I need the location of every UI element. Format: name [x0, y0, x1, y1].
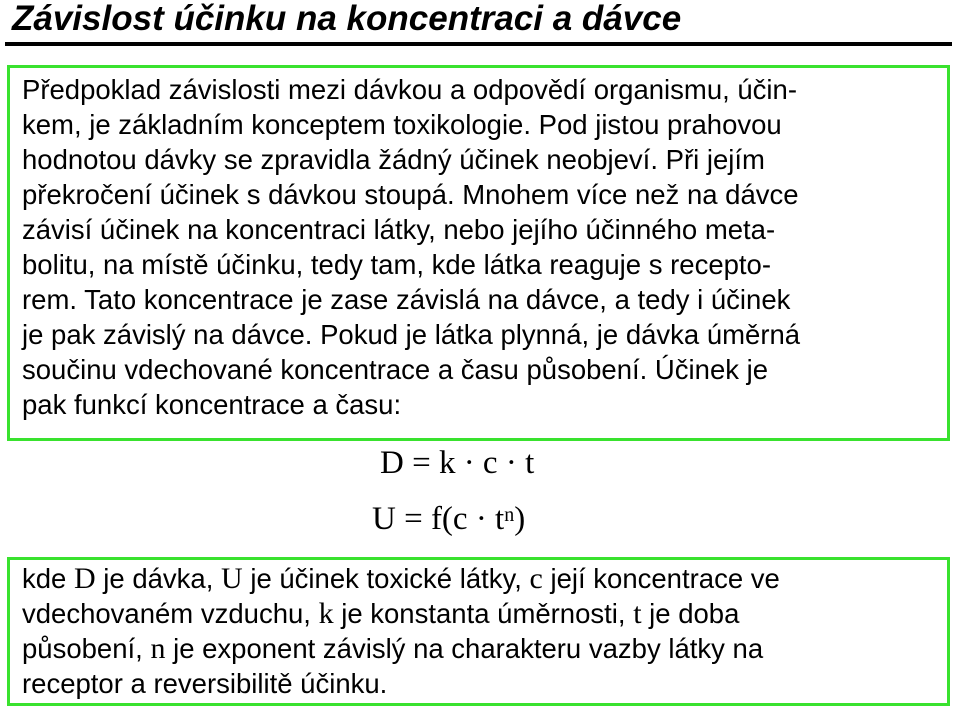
legend-text: je konstanta úměrnosti, — [333, 598, 634, 629]
intro-line-10: pak funkcí koncentrace a času: — [22, 389, 402, 420]
equation-effect — [372, 499, 525, 539]
legend-text: její koncentrace ve — [542, 563, 780, 594]
intro-line-3: hodnotou dávky se zpravidla žádný účinek neobjeví. Při jejím — [22, 144, 765, 175]
symbol-c: c — [529, 562, 543, 595]
symbol-k: k — [318, 597, 334, 630]
legend-text: vdechovaném vzduchu, — [22, 598, 319, 629]
symbol-n: n — [150, 632, 166, 665]
intro-line-8: je pak závislý na dávce. Pokud je látka plynná, je dávka úměrná — [22, 319, 801, 350]
symbol-t: t — [633, 597, 642, 630]
intro-line-7: rem. Tato koncentrace je zase závislá na dávce, a tedy i účinek — [22, 284, 791, 315]
legend-line-4: receptor a reversibilitě účinku. — [22, 668, 388, 699]
symbol-d: D — [73, 562, 96, 595]
intro-line-9: součinu vdechované koncentrace a času působení. Účinek je — [22, 354, 769, 385]
intro-line-6: bolitu, na místě účinku, tedy tam, kde látka reaguje s recepto- — [22, 249, 771, 280]
symbol-u: U — [221, 562, 243, 595]
title-underline — [5, 42, 952, 46]
intro-line-2: kem, je základním konceptem toxikologie. Pod jistou prahovou — [22, 109, 782, 140]
legend-text: je dávka, — [95, 563, 222, 594]
slide-title: Závislost účinku na koncentraci a dávce — [12, 0, 682, 38]
intro-paragraph — [22, 72, 800, 422]
legend-text: kde — [22, 563, 74, 594]
equation-effect-main: U = f(c · t — [372, 501, 505, 537]
legend-text: je doba — [641, 598, 740, 629]
intro-line-4: překročení účinek s dávkou stoupá. Mnohem více než na dávce — [22, 179, 799, 210]
equation-effect-close: ) — [514, 501, 526, 537]
legend-text: působení, — [22, 633, 151, 664]
legend-paragraph — [22, 561, 780, 701]
legend-text: je exponent závislý na charakteru vazby látky na — [165, 633, 764, 664]
legend-text: je účinek toxické látky, — [242, 563, 530, 594]
legend-line-3 — [22, 631, 780, 666]
intro-line-5: závisí účinek na koncentraci látky, nebo jejího účinného meta- — [22, 214, 776, 245]
intro-line-1: Předpoklad závislosti mezi dávkou a odpovědí organismu, účin- — [22, 74, 797, 105]
equation-dose: D = k · c · t — [380, 445, 535, 481]
equation-effect-exponent: n — [504, 504, 515, 526]
legend-line-1 — [22, 561, 780, 596]
legend-line-2 — [22, 596, 780, 631]
